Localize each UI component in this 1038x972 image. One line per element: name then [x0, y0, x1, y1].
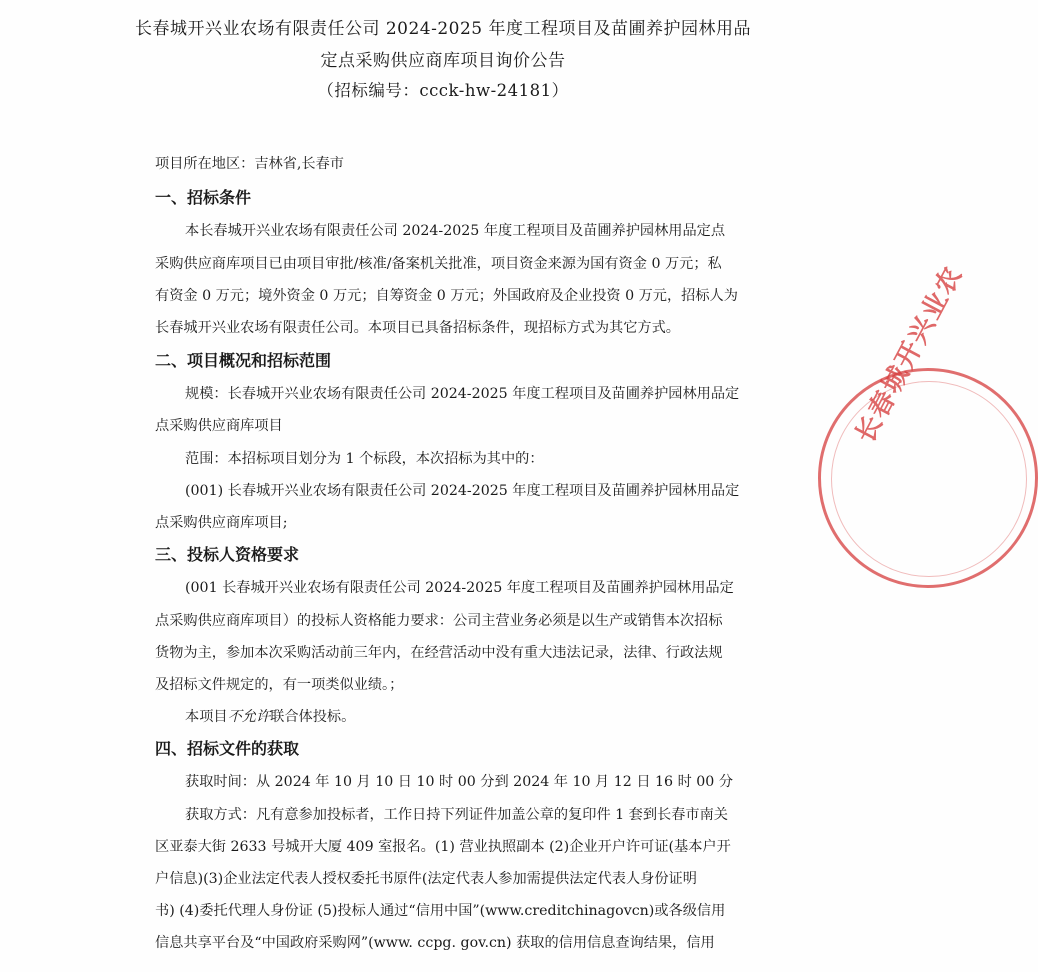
acquisition-method-line-4: 书) (4)委托代理人身份证 (5)投标人通过“信用中国”(www.creditchinagovcn)或各级信用: [155, 903, 726, 919]
acquisition-time: 获取时间：从 2024 年 10 月 10 日 10 时 00 分到 2024 年 10 月 12 日 16 时 00 分: [185, 774, 734, 790]
acquisition-method-line-3: 户信息)(3)企业法定代表人授权委托书原件(法定代表人参加需提供法定代表人身份证明: [155, 871, 697, 887]
scale-line-2: 点采购供应商库项目: [155, 418, 283, 434]
project-location: 项目所在地区：吉林省,长春市: [155, 156, 344, 172]
section-1-line-4: 长春城开兴业农场有限责任公司。本项目已具备招标条件，现招标方式为其它方式。: [155, 320, 680, 336]
seal-text: 长春城开兴业农: [850, 260, 969, 448]
joint-bid-line: [185, 707, 355, 727]
section-1-line-3: 有资金 0 万元；境外资金 0 万元；自筹资金 0 万元；外国政府及企业投资 0 万元，招标人为: [155, 288, 738, 304]
joint-bid-prefix: 本项目: [185, 709, 228, 725]
section-3-line-4: 及招标文件规定的，有一项类似业绩。；: [155, 677, 404, 693]
section-1-heading: 一、招标条件: [155, 188, 252, 207]
scale-line-1: 规模：长春城开兴业农场有限责任公司 2024-2025 年度工程项目及苗圃养护园林用品定: [185, 386, 740, 402]
section-4-heading: 四、招标文件的获取: [155, 739, 300, 758]
joint-bid-not-allowed: 不允许: [227, 709, 271, 725]
joint-bid-suffix: 联合体投标。: [270, 709, 356, 725]
section-3-heading: 三、投标人资格要求: [155, 545, 300, 564]
section-3-line-1: (001 长春城开兴业农场有限责任公司 2024-2025 年度工程项目及苗圃养护园林用品定: [185, 580, 734, 596]
title-line-1: 长春城开兴业农场有限责任公司 2024-2025 年度工程项目及苗圃养护园林用品: [134, 19, 752, 39]
acquisition-method-line-2: 区亚泰大街 2633 号城开大厦 409 室报名。(1) 营业执照副本 (2)企业开户许可证(基本户开: [155, 839, 731, 855]
tender-number: （招标编号：ccck-hw-24181）: [317, 81, 569, 100]
lot-line-2: 点采购供应商库项目;: [155, 515, 288, 531]
acquisition-method-line-5: 信息共享平台及“中国政府采购网”(www. ccpg. gov.cn) 获取的信用信息查询结果，信用: [155, 935, 715, 951]
section-2-heading: 二、项目概况和招标范围: [155, 351, 332, 370]
section-3-line-2: 点采购供应商库项目）的投标人资格能力要求：公司主营业务必须是以生产或销售本次招标: [155, 613, 723, 629]
section-1-line-1: 本长春城开兴业农场有限责任公司 2024-2025 年度工程项目及苗圃养护园林用品定点: [185, 223, 726, 239]
section-3-line-3: 货物为主，参加本次采购活动前三年内，在经营活动中没有重大违法记录，法律、行政法规: [155, 645, 723, 661]
title-line-2: 定点采购供应商库项目询价公告: [320, 51, 566, 71]
lot-line-1: (001) 长春城开兴业农场有限责任公司 2024-2025 年度工程项目及苗圃养护园林用品定: [185, 483, 740, 499]
acquisition-method-line-1: 获取方式：凡有意参加投标者，工作日持下列证件加盖公章的复印件 1 套到长春市南关: [185, 807, 728, 823]
section-1-line-2: 采购供应商库项目已由项目审批/核准/备案机关批准，项目资金来源为国有资金 0 万元；私: [155, 256, 722, 272]
company-seal: [818, 260, 1038, 588]
scope-line: 范围：本招标项目划分为 1 个标段，本次招标为其中的：: [185, 451, 544, 467]
